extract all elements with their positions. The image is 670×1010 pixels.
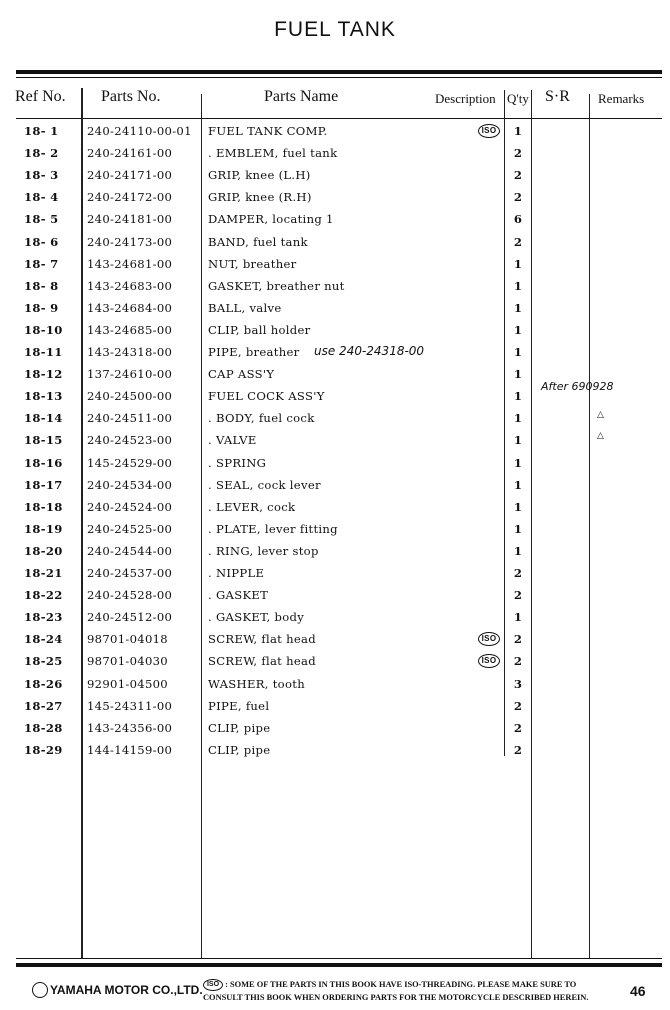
parts-name: GRIP, knee (R.H) xyxy=(208,190,312,205)
ref-no: 18-15 xyxy=(24,433,63,448)
table-row xyxy=(0,301,670,323)
parts-no: 240-24500-00 xyxy=(87,389,173,404)
header-description: Description xyxy=(435,91,496,106)
ref-no: 18- 6 xyxy=(24,234,59,249)
ref-no: 18-20 xyxy=(24,543,63,558)
parts-name: . NIPPLE xyxy=(208,566,265,580)
parts-name: . GASKET xyxy=(208,588,269,603)
ref-no: 18-19 xyxy=(24,521,63,536)
ref-no: 18-21 xyxy=(24,566,63,580)
ref-no: 18-29 xyxy=(24,742,63,757)
quantity: 6 xyxy=(513,212,523,227)
parts-name: . BODY, fuel cock xyxy=(208,411,315,426)
quantity: 2 xyxy=(513,146,523,161)
parts-no: 240-24173-00 xyxy=(87,234,173,249)
quantity: 2 xyxy=(513,742,523,757)
table-row xyxy=(0,323,670,345)
parts-no: 143-24683-00 xyxy=(87,278,173,293)
parts-name: CLIP, pipe xyxy=(208,742,271,757)
ref-no: 18- 3 xyxy=(24,168,59,183)
quantity: 1 xyxy=(513,278,523,293)
ref-no: 18-28 xyxy=(24,720,63,735)
ref-no: 18- 5 xyxy=(24,212,59,227)
parts-name: FUEL TANK COMP. xyxy=(208,124,328,138)
table-row xyxy=(0,632,670,654)
parts-no: 143-24685-00 xyxy=(87,322,173,337)
quantity: 1 xyxy=(513,477,523,492)
bottom-rule-thin xyxy=(16,958,662,959)
quantity: 1 xyxy=(513,389,523,404)
table-row xyxy=(0,456,670,478)
table-row xyxy=(0,544,670,566)
quantity: 1 xyxy=(513,521,523,536)
quantity: 3 xyxy=(513,676,523,691)
header-rule xyxy=(16,118,662,119)
parts-no: 145-24529-00 xyxy=(87,455,173,470)
table-row xyxy=(0,654,670,676)
ref-no: 18- 9 xyxy=(24,300,59,315)
parts-name: . EMBLEM, fuel tank xyxy=(208,146,338,161)
table-row xyxy=(0,588,670,610)
quantity: 1 xyxy=(513,322,523,337)
parts-name: WASHER, tooth xyxy=(208,676,305,691)
parts-name: . RING, lever stop xyxy=(208,543,319,558)
footnote-line-2: CONSULT THIS BOOK WHEN ORDERING PARTS FOR THE MOTORCYCLE DESCRIBED HEREIN. xyxy=(203,993,589,1003)
quantity: 1 xyxy=(513,433,523,448)
parts-no: 240-24511-00 xyxy=(87,411,173,426)
table-row xyxy=(0,522,670,544)
parts-no: 92901-04500 xyxy=(87,676,168,691)
quantity: 1 xyxy=(513,124,523,138)
parts-no: 137-24610-00 xyxy=(87,367,173,382)
quantity: 2 xyxy=(513,566,523,580)
header-sr: S·R xyxy=(545,88,570,105)
iso-mark-icon: ISO xyxy=(478,654,500,668)
ref-no: 18-13 xyxy=(24,389,63,404)
table-row xyxy=(0,721,670,743)
revision-triangle-mark: △ xyxy=(597,410,604,420)
iso-mark-icon: ISO xyxy=(478,632,500,646)
quantity: 2 xyxy=(513,698,523,713)
parts-no: 240-24523-00 xyxy=(87,433,173,448)
parts-no: 240-24181-00 xyxy=(87,212,173,227)
table-row xyxy=(0,478,670,500)
ref-no: 18-11 xyxy=(24,345,63,359)
quantity: 2 xyxy=(513,654,523,669)
quantity: 2 xyxy=(513,632,523,647)
handwritten-remark: After 690928 xyxy=(541,380,614,393)
quantity: 1 xyxy=(513,300,523,315)
parts-name: . LEVER, cock xyxy=(208,499,296,514)
header-remarks: Remarks xyxy=(598,91,645,106)
table-row xyxy=(0,610,670,632)
quantity: 2 xyxy=(513,234,523,249)
parts-no: 240-24524-00 xyxy=(87,499,173,514)
ref-no: 18-10 xyxy=(24,322,63,337)
top-rule-thin xyxy=(16,77,662,78)
parts-name: . SEAL, cock lever xyxy=(208,477,321,492)
quantity: 2 xyxy=(513,168,523,183)
quantity: 1 xyxy=(513,345,523,359)
parts-name: GRIP, knee (L.H) xyxy=(208,168,311,183)
quantity: 2 xyxy=(513,190,523,205)
parts-name: SCREW, flat head xyxy=(208,654,316,669)
table-row xyxy=(0,677,670,699)
company-logo xyxy=(32,983,203,999)
parts-no: 144-14159-00 xyxy=(87,742,173,757)
parts-no: 143-24684-00 xyxy=(87,300,173,315)
parts-no: 240-24512-00 xyxy=(87,610,173,625)
table-row xyxy=(0,699,670,721)
quantity: 1 xyxy=(513,367,523,382)
parts-name: SCREW, flat head xyxy=(208,632,316,647)
parts-name: CLIP, ball holder xyxy=(208,322,311,337)
parts-name: . VALVE xyxy=(208,433,257,448)
ref-no: 18- 7 xyxy=(24,256,59,271)
quantity: 1 xyxy=(513,256,523,271)
parts-name: . PLATE, lever fitting xyxy=(208,521,338,536)
ref-no: 18- 2 xyxy=(24,146,59,161)
table-row xyxy=(0,146,670,168)
ref-no: 18-16 xyxy=(24,455,63,470)
table-row xyxy=(0,743,670,765)
ref-no: 18- 4 xyxy=(24,190,59,205)
table-row xyxy=(0,411,670,433)
parts-name: . SPRING xyxy=(208,455,267,470)
iso-footnote xyxy=(203,978,588,1004)
parts-name: FUEL COCK ASS'Y xyxy=(208,389,325,404)
parts-no: 240-24544-00 xyxy=(87,543,173,558)
header-qty: Q'ty xyxy=(507,91,529,106)
iso-mark-icon: ISO xyxy=(203,979,223,991)
parts-no: 240-24110-00-01 xyxy=(87,124,192,138)
ref-no: 18-14 xyxy=(24,411,63,426)
handwritten-note: use 240-24318-00 xyxy=(314,344,425,358)
parts-name: CLIP, pipe xyxy=(208,720,271,735)
page-title: FUEL TANK xyxy=(274,18,396,41)
table-row xyxy=(0,235,670,257)
parts-name: GASKET, breather nut xyxy=(208,278,345,293)
parts-name: BAND, fuel tank xyxy=(208,234,308,249)
parts-no: 240-24172-00 xyxy=(87,190,173,205)
table-row xyxy=(0,257,670,279)
ref-no: 18-12 xyxy=(24,367,63,382)
parts-no: 98701-04018 xyxy=(87,632,168,647)
ref-no: 18-27 xyxy=(24,698,63,713)
footnote-line-1: : SOME OF THE PARTS IN THIS BOOK HAVE ISO-THREADING. PLEASE MAKE SURE TO xyxy=(225,980,577,989)
quantity: 2 xyxy=(513,588,523,603)
quantity: 2 xyxy=(513,720,523,735)
parts-name: PIPE, fuel xyxy=(208,698,270,713)
bottom-rule-thick xyxy=(16,963,662,967)
company-name: YAMAHA MOTOR CO.,LTD. xyxy=(50,983,203,998)
ref-no: 18-18 xyxy=(24,499,63,514)
table-row xyxy=(0,433,670,455)
ref-no: 18- 1 xyxy=(24,124,59,138)
parts-no: 143-24681-00 xyxy=(87,256,173,271)
ref-no: 18- 8 xyxy=(24,278,59,293)
parts-no: 143-24318-00 xyxy=(87,345,173,359)
parts-no: 240-24525-00 xyxy=(87,521,173,536)
parts-name: . GASKET, body xyxy=(208,610,305,625)
ref-no: 18-23 xyxy=(24,610,63,625)
table-row xyxy=(0,500,670,522)
parts-name: DAMPER, locating 1 xyxy=(208,212,334,227)
table-row xyxy=(0,566,670,588)
parts-name: NUT, breather xyxy=(208,256,297,271)
table-row xyxy=(0,124,670,146)
parts-no: 240-24537-00 xyxy=(87,566,173,580)
parts-no: 240-24534-00 xyxy=(87,477,173,492)
ref-no: 18-26 xyxy=(24,676,63,691)
revision-triangle-mark: △ xyxy=(597,431,604,441)
top-rule-thick xyxy=(16,70,662,74)
parts-name: CAP ASS'Y xyxy=(208,367,275,382)
parts-no: 240-24171-00 xyxy=(87,168,173,183)
parts-name: BALL, valve xyxy=(208,300,282,315)
table-row xyxy=(0,279,670,301)
parts-no: 145-24311-00 xyxy=(87,698,173,713)
iso-mark-icon: ISO xyxy=(478,124,500,138)
parts-no: 143-24356-00 xyxy=(87,720,173,735)
yamaha-emblem-icon xyxy=(32,982,48,998)
table-row xyxy=(0,190,670,212)
quantity: 1 xyxy=(513,411,523,426)
header-parts-name: Parts Name xyxy=(264,88,339,105)
parts-no: 240-24528-00 xyxy=(87,588,173,603)
parts-no: 98701-04030 xyxy=(87,654,168,669)
table-row xyxy=(0,212,670,234)
page-number: 46 xyxy=(630,983,646,999)
header-ref-no: Ref No. xyxy=(15,88,66,105)
quantity: 1 xyxy=(513,610,523,625)
ref-no: 18-17 xyxy=(24,477,63,492)
table-row xyxy=(0,168,670,190)
ref-no: 18-22 xyxy=(24,588,63,603)
quantity: 1 xyxy=(513,455,523,470)
header-parts-no: Parts No. xyxy=(101,88,161,105)
parts-no: 240-24161-00 xyxy=(87,146,173,161)
ref-no: 18-24 xyxy=(24,632,63,647)
quantity: 1 xyxy=(513,543,523,558)
quantity: 1 xyxy=(513,499,523,514)
ref-no: 18-25 xyxy=(24,654,63,669)
parts-name: PIPE, breather xyxy=(208,345,300,359)
